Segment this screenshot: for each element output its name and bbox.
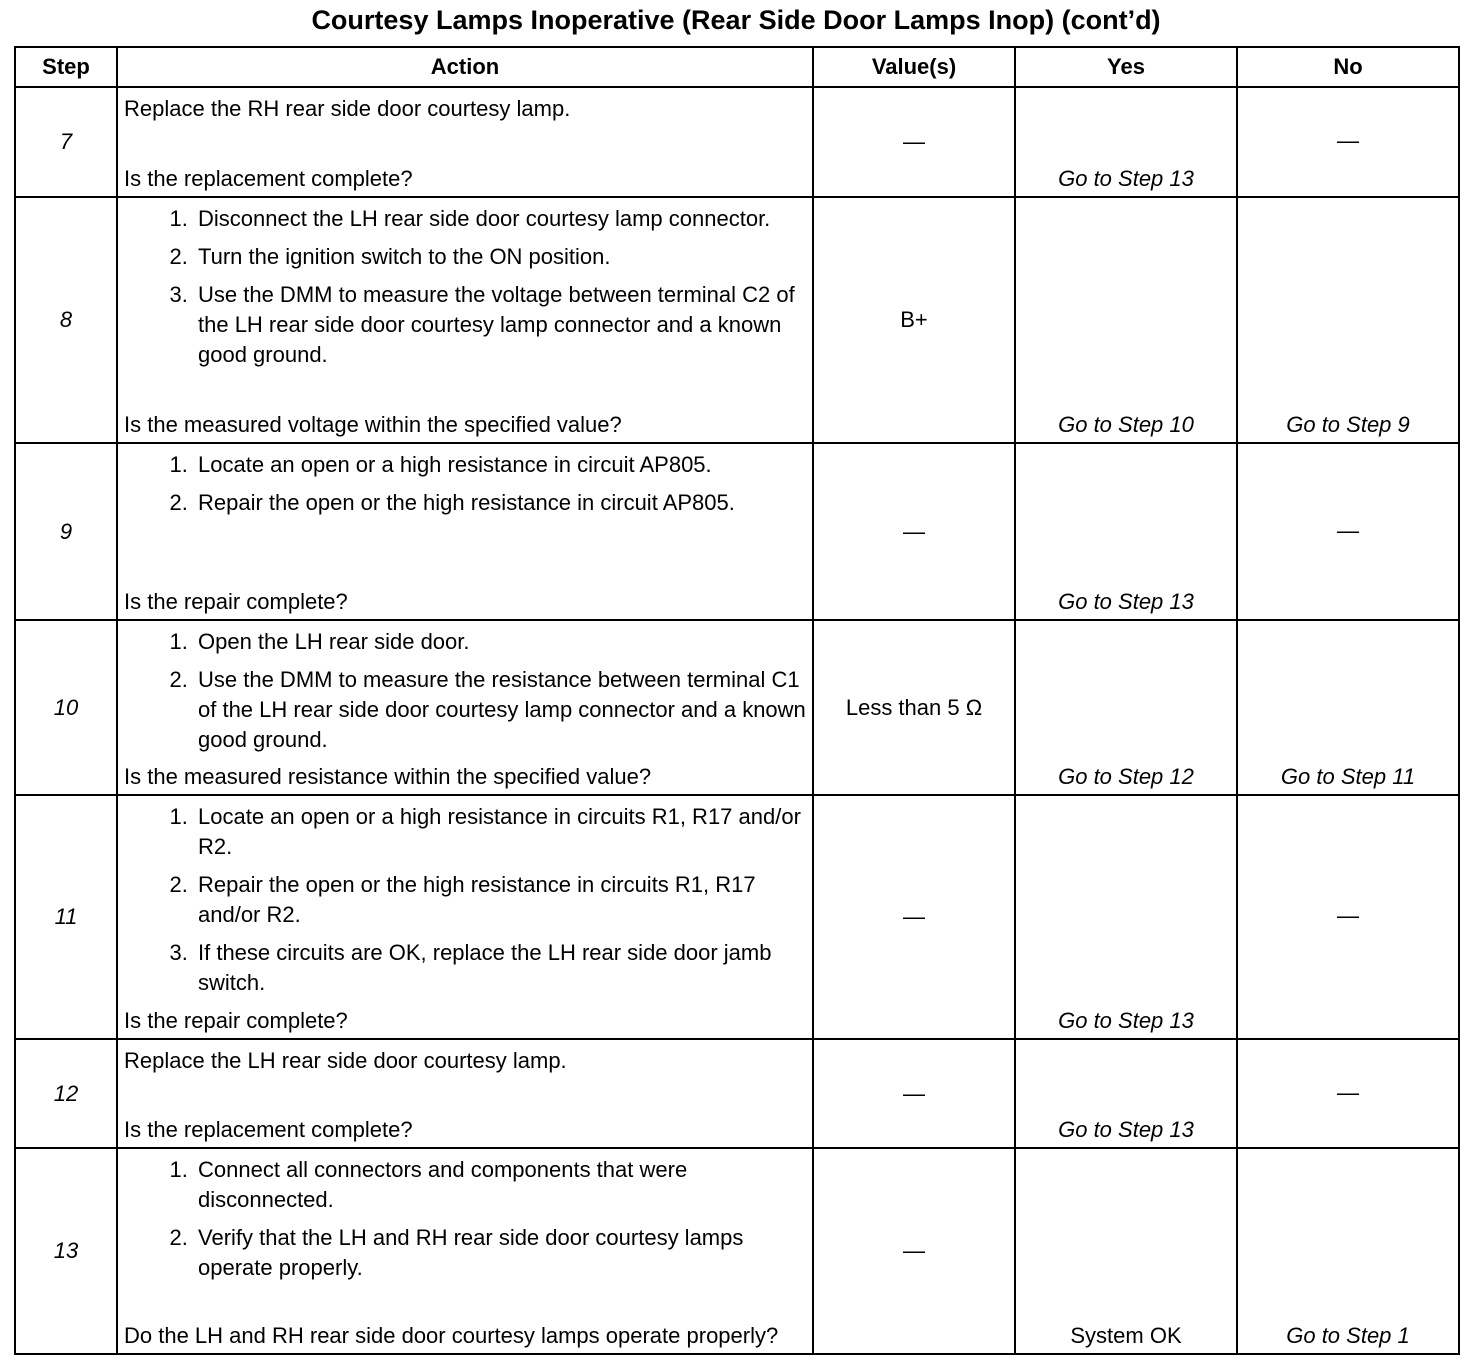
yes-result: Go to Step 13 xyxy=(1015,87,1237,197)
step-number: 7 xyxy=(15,87,117,197)
no-result: Go to Step 1 xyxy=(1237,1148,1459,1354)
action-cell xyxy=(117,197,813,443)
table-row xyxy=(15,197,1459,443)
action-instruction: Replace the RH rear side door courtesy lamp. xyxy=(124,96,571,121)
action-cell xyxy=(117,443,813,620)
action-steps-list xyxy=(124,204,806,370)
action-step-item: 2. Verify that the LH and RH rear side door courtesy lamps operate properly. xyxy=(194,1223,806,1283)
header-yes: Yes xyxy=(1015,47,1237,87)
action-step-item: 2. Repair the open or the high resistance in circuits R1, R17 and/or R2. xyxy=(194,870,806,930)
action-step-item: 2. Repair the open or the high resistance in circuit AP805. xyxy=(194,488,806,518)
value-cell: — xyxy=(813,1039,1015,1148)
action-step-item: 1. Disconnect the LH rear side door courtesy lamp connector. xyxy=(194,204,806,234)
page-title: Courtesy Lamps Inoperative (Rear Side Door Lamps Inop) (cont’d) xyxy=(311,5,1161,35)
no-result: — xyxy=(1237,1039,1459,1148)
no-result: — xyxy=(1237,795,1459,1039)
yes-result: Go to Step 12 xyxy=(1015,620,1237,795)
action-step-item: 3. Use the DMM to measure the voltage between terminal C2 of the LH rear side door courtesy lamp connector and a known good ground. xyxy=(194,280,806,370)
yes-result: System OK xyxy=(1015,1148,1237,1354)
action-question: Is the measured resistance within the specified value? xyxy=(124,764,652,789)
step-number: 10 xyxy=(15,620,117,795)
table-row xyxy=(15,620,1459,795)
action-cell xyxy=(117,620,813,795)
no-result: Go to Step 9 xyxy=(1237,197,1459,443)
action-cell xyxy=(117,795,813,1039)
action-question: Is the replacement complete? xyxy=(124,166,413,191)
action-question: Is the replacement complete? xyxy=(124,1117,413,1142)
action-steps-list xyxy=(124,1155,806,1283)
table-row xyxy=(15,795,1459,1039)
value-cell: — xyxy=(813,443,1015,620)
action-cell xyxy=(117,87,813,197)
action-step-item: 1. Open the LH rear side door. xyxy=(194,627,806,657)
table-body xyxy=(15,87,1459,1354)
action-steps-list xyxy=(124,627,806,755)
header-step: Step xyxy=(15,47,117,87)
step-number: 11 xyxy=(15,795,117,1039)
action-step-item: 1. Locate an open or a high resistance in circuit AP805. xyxy=(194,450,806,480)
table-row xyxy=(15,443,1459,620)
action-question: Is the measured voltage within the specified value? xyxy=(124,412,622,437)
action-step-item: 3. If these circuits are OK, replace the LH rear side door jamb switch. xyxy=(194,938,806,998)
value-cell: — xyxy=(813,1148,1015,1354)
action-instruction: Replace the LH rear side door courtesy lamp. xyxy=(124,1048,567,1073)
action-steps-list xyxy=(124,450,806,518)
step-number: 9 xyxy=(15,443,117,620)
header-values: Value(s) xyxy=(813,47,1015,87)
action-steps-list xyxy=(124,802,806,998)
step-number: 13 xyxy=(15,1148,117,1354)
no-result: — xyxy=(1237,443,1459,620)
action-question: Do the LH and RH rear side door courtesy lamps operate properly? xyxy=(124,1323,779,1348)
table-row xyxy=(15,1039,1459,1148)
action-step-item: 2. Turn the ignition switch to the ON position. xyxy=(194,242,806,272)
step-number: 12 xyxy=(15,1039,117,1148)
table-row xyxy=(15,87,1459,197)
yes-result: Go to Step 10 xyxy=(1015,197,1237,443)
no-result: — xyxy=(1237,87,1459,197)
value-cell: B+ xyxy=(813,197,1015,443)
action-cell xyxy=(117,1039,813,1148)
action-step-item: 1. Locate an open or a high resistance in circuits R1, R17 and/or R2. xyxy=(194,802,806,862)
yes-result: Go to Step 13 xyxy=(1015,1039,1237,1148)
yes-result: Go to Step 13 xyxy=(1015,795,1237,1039)
value-cell: — xyxy=(813,87,1015,197)
value-cell: — xyxy=(813,795,1015,1039)
yes-result: Go to Step 13 xyxy=(1015,443,1237,620)
action-step-item: 1. Connect all connectors and components that were disconnected. xyxy=(194,1155,806,1215)
action-question: Is the repair complete? xyxy=(124,1008,348,1033)
value-cell: Less than 5 Ω xyxy=(813,620,1015,795)
action-step-item: 2. Use the DMM to measure the resistance between terminal C1 of the LH rear side door courtesy lamp connector and a known good ground. xyxy=(194,665,806,755)
action-cell xyxy=(117,1148,813,1354)
action-question: Is the repair complete? xyxy=(124,589,348,614)
header-row xyxy=(15,47,1459,87)
no-result: Go to Step 11 xyxy=(1237,620,1459,795)
step-number: 8 xyxy=(15,197,117,443)
header-action: Action xyxy=(117,47,813,87)
header-no: No xyxy=(1237,47,1459,87)
table-row xyxy=(15,1148,1459,1354)
diagnostic-table xyxy=(14,46,1460,1355)
